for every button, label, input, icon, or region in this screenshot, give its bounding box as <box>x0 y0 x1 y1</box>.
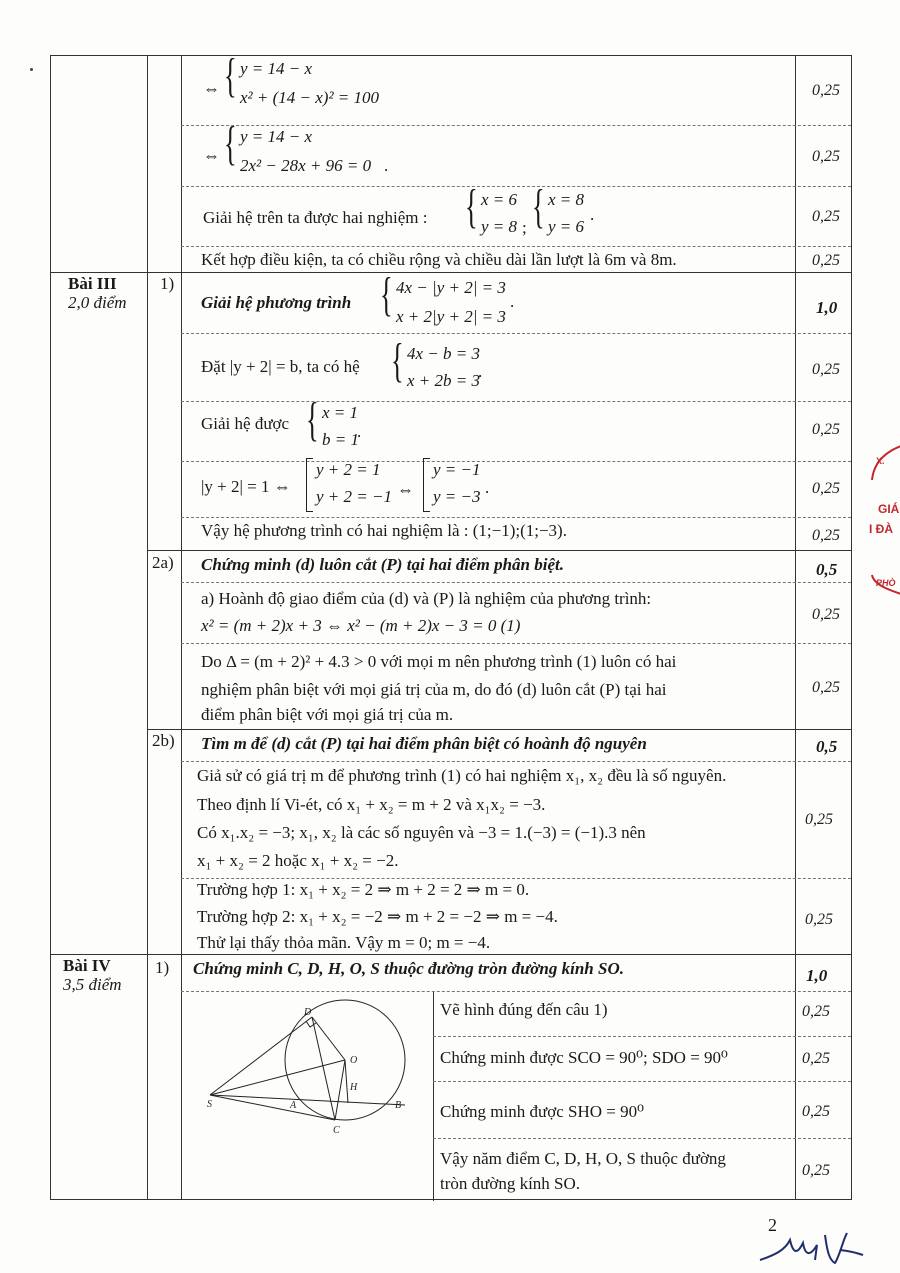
row-sep <box>181 878 851 879</box>
dot: . <box>478 362 483 381</box>
point: 0,5 <box>816 737 838 756</box>
system-head <box>396 277 506 328</box>
point: 0,25 <box>812 82 840 99</box>
point: 1,0 <box>816 298 838 317</box>
geometry-figure <box>190 995 430 1145</box>
system-s3a <box>316 459 392 508</box>
system-brace: { <box>380 268 393 321</box>
question-number: 1) <box>155 958 170 977</box>
system-brace: { <box>224 49 237 102</box>
point-label: C <box>333 1125 340 1136</box>
stray-dot <box>30 68 33 71</box>
row-sep <box>181 461 851 462</box>
step-text: điểm phân biệt với mọi giá trị của m. <box>201 705 454 724</box>
question-number: 2a) <box>152 553 174 572</box>
equiv-arrow: ⇔ <box>203 146 220 165</box>
segment <box>210 1095 335 1120</box>
system-line: y + 2 = −1 <box>316 487 392 507</box>
question-number: 2b) <box>152 731 175 750</box>
point: 0,25 <box>812 252 840 269</box>
dot: . <box>357 422 362 441</box>
step-text: Vẽ hình đúng đến câu 1) <box>440 1000 608 1019</box>
segment <box>210 1017 312 1095</box>
question-heading: Chứng minh C, D, H, O, S thuộc đường tròn đường kính SO. <box>193 959 624 978</box>
row-sep <box>433 1081 851 1082</box>
point-label: S <box>207 1099 212 1110</box>
segment <box>345 1060 348 1103</box>
row-text: Kết hợp điều kiện, ta có chiều rộng và chiều dài lần lượt là 6m và 8m. <box>201 250 677 269</box>
point: 0,25 <box>812 480 840 497</box>
step-text: Giả sử có giá trị m để phương trình (1) có hai nghiệm x₁, x₂ đều là số nguyên. <box>197 766 727 785</box>
system-line: y + 2 = 1 <box>316 460 381 479</box>
point: 0,25 <box>802 1003 830 1020</box>
point: 0,25 <box>805 811 833 828</box>
row-sep <box>181 643 851 644</box>
system-brace: { <box>532 180 545 233</box>
point: 0,25 <box>812 421 840 438</box>
step-text: Do Δ = (m + 2)² + 4.3 > 0 với mọi m nên phương trình (1) luôn có hai <box>201 652 677 671</box>
row-sep <box>181 991 851 992</box>
row-sep <box>181 246 851 247</box>
segment <box>210 1095 405 1105</box>
stamp-text: GIÁ <box>878 502 900 516</box>
section-score: 3,5 điểm <box>63 975 122 994</box>
equiv-arrow: ⇔ <box>203 79 220 98</box>
step-text: Vậy năm điểm C, D, H, O, S thuộc đường <box>440 1149 726 1168</box>
system-r3a <box>481 189 517 238</box>
question-heading: Chứng minh (d) luôn cắt (P) tại hai điểm phân biệt. <box>201 555 564 574</box>
signature <box>755 1225 865 1270</box>
point-label: H <box>350 1082 358 1093</box>
row-sep <box>181 186 851 187</box>
system-line: 2x² − 28x + 96 = 0 <box>240 156 372 176</box>
system-brace: { <box>306 393 319 446</box>
system-line: y = −1 <box>433 460 481 479</box>
step-text: Theo định lí Vi-ét, có x₁ + x₂ = m + 2 và x₁x₂ = −3. <box>197 795 546 814</box>
point: 0,25 <box>812 527 840 544</box>
point: 0,25 <box>802 1103 830 1120</box>
point: 0,25 <box>812 679 840 696</box>
point: 0,25 <box>812 361 840 378</box>
bracket <box>423 458 430 512</box>
point: 0,25 <box>812 208 840 225</box>
system-brace: { <box>391 334 404 387</box>
separator: ; <box>522 218 527 237</box>
point: 0,25 <box>802 1162 830 1179</box>
point: 0,25 <box>812 606 840 623</box>
system-line: x² + (14 − x)² = 100 <box>240 88 380 108</box>
stamp-text: PHÒ <box>876 578 896 588</box>
system-line: x + 2b = 3 <box>407 371 480 391</box>
question-heading: Tìm m để (d) cắt (P) tại hai điểm phân biệt có hoành độ nguyên <box>201 734 647 753</box>
col-divider-2 <box>181 56 182 1199</box>
system-brace: { <box>465 180 478 233</box>
step-text: a) Hoành độ giao điểm của (d) và (P) là nghiệm của phương trình: <box>201 589 652 608</box>
system-line: x + 2|y + 2| = 3 <box>396 307 506 327</box>
section-label: Bài III <box>68 274 117 293</box>
row-sep-2a <box>147 550 851 551</box>
system-line: x = 6 <box>481 190 518 209</box>
system-r3b <box>548 189 584 238</box>
system-line: y = −3 <box>433 487 481 507</box>
row-sep-bai4 <box>51 954 851 955</box>
point-label: B <box>395 1100 402 1111</box>
step-text: Chứng minh được SHO = 90⁰ <box>440 1102 644 1121</box>
stamp <box>864 440 900 610</box>
system-s1 <box>407 343 483 392</box>
row-sep-bai3 <box>51 272 851 273</box>
point-label: A <box>290 1100 297 1111</box>
step-text: Đặt |y + 2| = b, ta có hệ <box>201 357 360 376</box>
step-text: Có x₁.x₂ = −3; x₁, x₂ là các số nguyên và −3 = 1.(−3) = (−1).3 nên <box>197 823 646 842</box>
row-sep <box>181 582 851 583</box>
stamp-text: I ĐÀ <box>869 522 893 536</box>
step-text: tròn đường kính SO. <box>440 1174 581 1193</box>
segment <box>210 1060 345 1095</box>
step-text: |y + 2| = 1 ⇔ <box>201 477 291 496</box>
col-divider-3 <box>795 56 796 1199</box>
system-line: x = 1 <box>322 403 359 422</box>
row-sep <box>181 333 851 334</box>
step-text: Thử lại thấy thỏa mãn. Vậy m = 0; m = −4. <box>197 933 491 952</box>
stamp-text: X. <box>876 456 885 466</box>
step-text: Trường hợp 2: x₁ + x₂ = −2 ⇒ m + 2 = −2 ⇒ m = −4. <box>197 907 558 926</box>
row-text: Giải hệ trên ta được hai nghiệm : <box>203 208 428 227</box>
point: 0,25 <box>805 911 833 928</box>
system-line: x = 8 <box>548 190 585 209</box>
question-heading: Giải hệ phương trình <box>201 293 352 312</box>
page-number: 2 <box>768 1215 777 1235</box>
step-text: Chứng minh được SCO = 90⁰; SDO = 90⁰ <box>440 1048 728 1067</box>
point: 1,0 <box>806 966 828 985</box>
section-label: Bài IV <box>63 956 111 975</box>
point: 0,25 <box>812 148 840 165</box>
system-r2 <box>240 126 371 177</box>
step-text: Vậy hệ phương trình có hai nghiệm là : (1;−1);(1;−3). <box>201 521 567 540</box>
bracket <box>306 458 313 512</box>
system-line: 4x − |y + 2| = 3 <box>396 278 506 297</box>
point: 0,5 <box>816 560 838 579</box>
step-text: Giải hệ được <box>201 414 290 433</box>
row-sep-2b <box>147 729 851 730</box>
system-line: 4x − b = 3 <box>407 344 480 363</box>
step-text: x² = (m + 2)x + 3 ⇔ x² − (m + 2)x − 3 = 0 (1) <box>201 616 521 635</box>
system-r1 <box>240 58 379 109</box>
step-text: Trường hợp 1: x₁ + x₂ = 2 ⇒ m + 2 = 2 ⇒ m = 0. <box>197 880 530 899</box>
row-sep <box>181 517 851 518</box>
system-line: b = 1 <box>322 430 359 450</box>
dot: . <box>485 478 490 497</box>
point-label: D <box>304 1007 312 1018</box>
step-text: x₁ + x₂ = 2 hoặc x₁ + x₂ = −2. <box>197 851 399 870</box>
step-text: nghiệm phân biệt với mọi giá trị của m, do đó (d) luôn cắt (P) tại hai <box>201 680 667 699</box>
col-divider-1 <box>147 56 148 1199</box>
figure-divider <box>433 991 434 1201</box>
point-label: O <box>350 1055 358 1066</box>
dot: . <box>384 156 389 175</box>
system-brace: { <box>224 117 237 170</box>
segment <box>335 1060 345 1120</box>
row-sep <box>433 1138 851 1139</box>
dot: . <box>590 205 595 224</box>
system-line: y = 14 − x <box>240 127 313 146</box>
row-sep <box>181 401 851 402</box>
question-number: 1) <box>160 274 175 293</box>
system-line: y = 6 <box>548 217 585 237</box>
system-s2 <box>322 402 362 451</box>
row-sep <box>181 761 851 762</box>
dot: . <box>510 292 515 311</box>
system-line: y = 14 − x <box>240 59 313 78</box>
row-sep <box>433 1036 851 1037</box>
equiv-arrow: ⇔ <box>397 480 414 499</box>
system-s3b <box>433 459 481 508</box>
system-line: y = 8 <box>481 217 518 237</box>
section-score: 2,0 điểm <box>68 293 127 312</box>
point: 0,25 <box>802 1050 830 1067</box>
